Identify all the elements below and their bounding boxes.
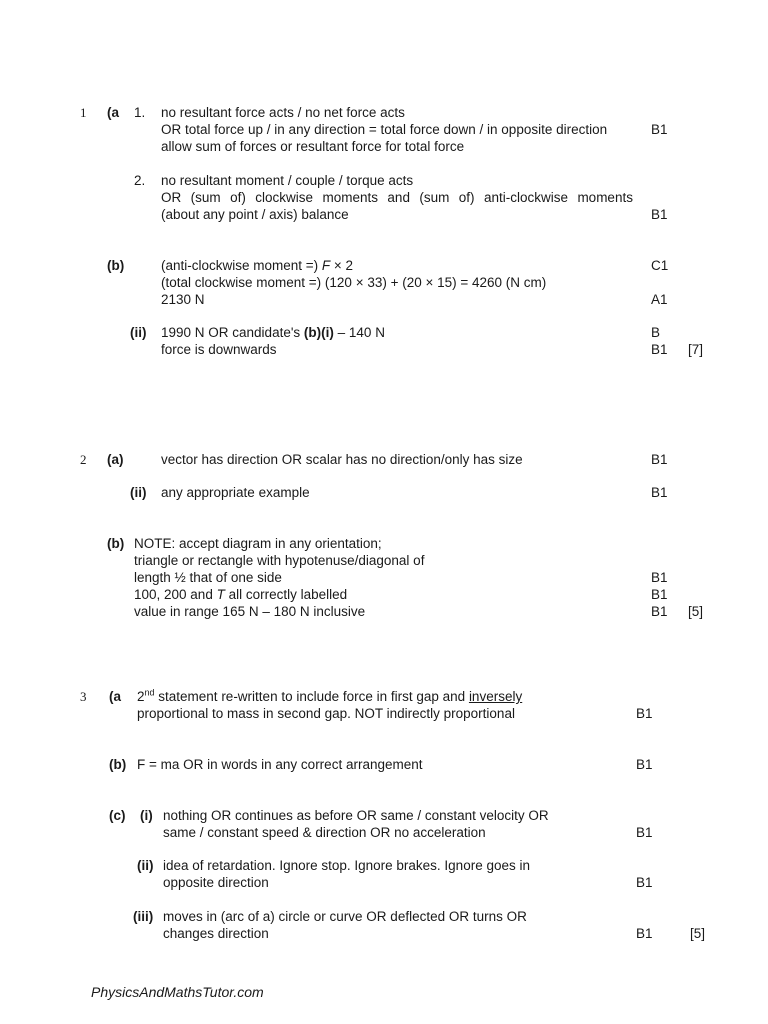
q1-b-line2: (total clockwise moment =) (120 × 33) + (20 × 15) = 4260 (N cm): [161, 275, 547, 290]
q1-a1-line1: no resultant force acts / no net force acts: [161, 105, 405, 120]
q3-number: 3: [80, 689, 87, 704]
q1-a2-line2-word: of): [458, 190, 475, 205]
q3-ciii-line1: moves in (arc of a) circle or curve OR deflected OR turns OR: [163, 909, 527, 924]
q3-cii-line2: opposite direction: [163, 875, 269, 890]
q3-ciii-mark: B1: [636, 926, 653, 941]
q2-a-text: vector has direction OR scalar has no direction/only has size: [161, 452, 523, 467]
q2-aii-text: any appropriate example: [161, 485, 310, 500]
q1-a2-line2-word: (sum: [190, 190, 221, 205]
q3-total-marks: [5]: [690, 926, 706, 941]
q2-b-line3-mark: B1: [651, 570, 668, 585]
q3-cii-mark: B1: [636, 875, 653, 890]
q2-b-line4-pre: 100, 200 and: [134, 587, 217, 602]
q1-part-a-label: (a: [107, 105, 120, 120]
q1-a2-mark: B1: [651, 207, 668, 222]
q1-bii-line1-pre: 1990 N OR candidate's: [161, 325, 304, 340]
q3-cii-line1: idea of retardation. Ignore stop. Ignore brakes. Ignore goes in: [163, 858, 530, 873]
q2-aii-mark: B1: [651, 485, 668, 500]
q2-b-line5-mark: B1: [651, 604, 668, 619]
q1-a2-line2-word: OR: [161, 190, 182, 205]
q2-b-line3: length ½ that of one side: [134, 570, 282, 585]
q1-a1-line3: allow sum of forces or resultant force for total force: [161, 139, 465, 154]
footer-site-name: PhysicsAndMathsTutor.com: [91, 984, 264, 1000]
q2-b-line4-mark: B1: [651, 587, 668, 602]
q3-a-mark: B1: [636, 706, 653, 721]
q3-part-cii-label: (ii): [137, 858, 154, 873]
q2-b-line4-var: T: [216, 587, 225, 602]
q2-b-line1: NOTE: accept diagram in any orientation;: [134, 536, 382, 551]
q3-part-c-label: (c): [109, 808, 126, 823]
q1-part-bii-label: (ii): [130, 325, 147, 340]
q1-bii-line1-post: – 140 N: [333, 325, 385, 340]
q1-a2-line2-word: clockwise: [255, 190, 314, 205]
q1-total-marks: [7]: [688, 342, 704, 357]
q1-bii-line2-mark: B1: [651, 342, 668, 357]
q3-b-text: F = ma OR in words in any correct arrangement: [137, 757, 423, 772]
q1-b-line1-post: × 2: [330, 258, 354, 273]
q1-bii-line2: force is downwards: [161, 342, 277, 357]
q3-part-a-label: (a: [109, 689, 122, 704]
q1-number: 1: [80, 105, 87, 120]
q1-a2-number: 2.: [134, 173, 146, 188]
q1-b-line3: 2130 N: [161, 292, 205, 307]
q3-a-line1-sup: nd: [144, 687, 155, 698]
q1-a1-line2: OR total force up / in any direction = total force down / in opposite direction: [161, 122, 608, 137]
q1-b-line1-mark: C1: [651, 258, 669, 273]
q1-b-line3-mark: A1: [651, 292, 668, 307]
q2-number: 2: [80, 452, 87, 467]
q1-a1-number: 1.: [134, 105, 146, 120]
q1-a2-line2-word: and: [387, 190, 410, 205]
q2-a-mark: B1: [651, 452, 668, 467]
q3-a-line1-mid: statement re-written to include force in first gap and: [154, 689, 469, 704]
q1-a2-line2-word: moments: [322, 190, 378, 205]
q1-b-line1-var: F: [321, 258, 331, 273]
q3-a-line1: [137, 688, 522, 705]
q3-part-b-label: (b): [109, 757, 127, 772]
q2-part-aii-label: (ii): [130, 485, 147, 500]
q3-ci-line2: same / constant speed & direction OR no acceleration: [163, 825, 486, 840]
q3-b-mark: B1: [636, 757, 653, 772]
q1-a2-line2-word: anti-clockwise: [483, 190, 569, 205]
q2-b-line4-post: all correctly labelled: [224, 587, 348, 602]
q1-a2-line1: no resultant moment / couple / torque acts: [161, 173, 414, 188]
q1-b-line1: [161, 257, 353, 274]
q1-bii-line1-ref: (b)(i): [303, 325, 334, 340]
q2-b-line2: triangle or rectangle with hypotenuse/diagonal of: [134, 553, 425, 568]
q1-a1-mark: B1: [651, 122, 668, 137]
q2-total-marks: [5]: [688, 604, 704, 619]
q1-a2-line2: [161, 189, 633, 206]
q3-a-line1-num: 2: [137, 689, 145, 704]
q1-bii-line1-mark: B: [651, 325, 661, 340]
q3-ci-line1: nothing OR continues as before OR same / constant velocity OR: [163, 808, 549, 823]
q3-part-ci-label: (i): [140, 808, 153, 823]
q1-part-b-label: (b): [107, 258, 125, 273]
q3-part-ciii-label: (iii): [133, 909, 154, 924]
q2-b-line5: value in range 165 N – 180 N inclusive: [134, 604, 366, 619]
q1-b-line1-pre: (anti-clockwise moment =): [161, 258, 322, 273]
q2-part-b-label: (b): [107, 536, 125, 551]
q3-a-line1-underlined: inversely: [468, 689, 523, 704]
q2-part-a-label: (a): [107, 452, 124, 467]
q1-a2-line2-word: (sum: [419, 190, 450, 205]
q3-ciii-line2: changes direction: [163, 926, 269, 941]
q1-a2-line2-word: moments: [577, 190, 633, 205]
q2-b-line4: [134, 586, 347, 603]
q1-a2-line3: (about any point / axis) balance: [161, 207, 349, 222]
q3-a-line2: proportional to mass in second gap. NOT indirectly proportional: [137, 706, 515, 721]
q1-bii-line1: [161, 324, 385, 341]
q3-ci-mark: B1: [636, 825, 653, 840]
q1-a2-line2-word: of): [230, 190, 246, 205]
